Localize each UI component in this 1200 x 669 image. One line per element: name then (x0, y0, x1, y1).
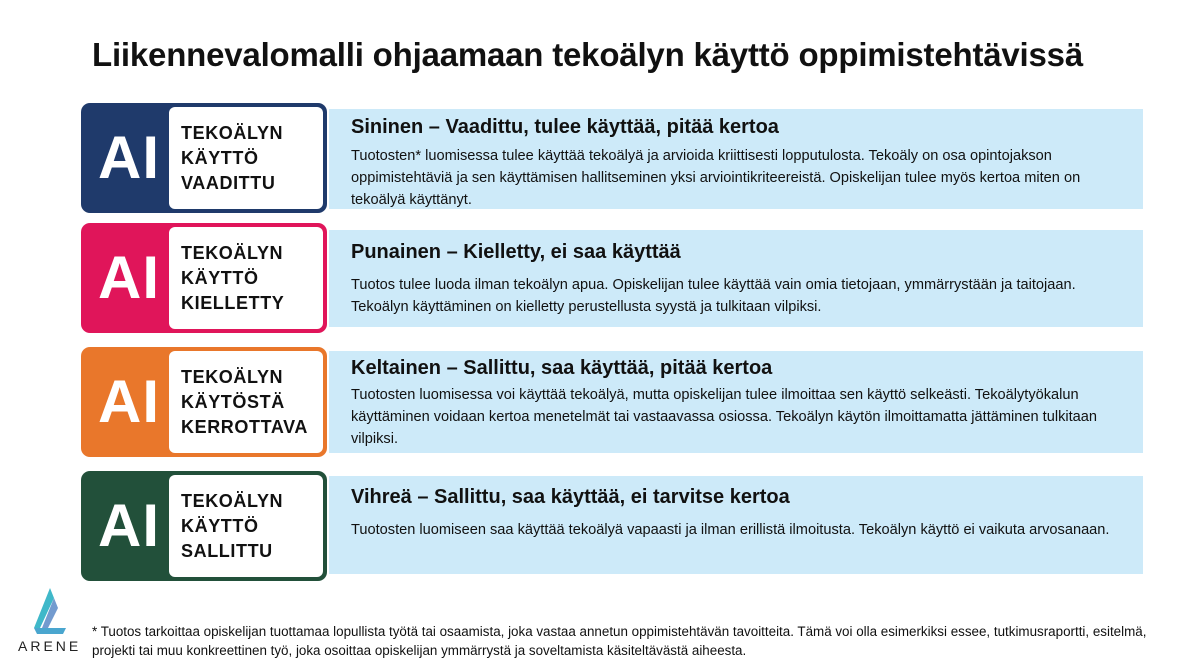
badge-line: TEKOÄLYN (181, 367, 284, 387)
category-description-blue: Tuotosten* luomisessa tulee käyttää tekoälyä ja arvioida kriittisesti lopputulosta. Tekoäly on osa opintojakson oppimistehtäviä ja sen käyttämisen hallitseminen yksi arviointikriteereistä. Opiskelijan tulee myös kertoa miten on tekoälyä käyttänyt. (351, 148, 1081, 208)
badge-line: KIELLETTY (181, 293, 285, 313)
page-title: Liikennevalomalli ohjaamaan tekoälyn käyttö oppimistehtävissä (92, 36, 1083, 73)
category-row-orange (81, 347, 1143, 457)
badge-line: KÄYTTÖ (181, 268, 259, 288)
ai-badge-letters: AI (98, 244, 160, 311)
category-heading-green: Vihreä – Sallittu, saa käyttää, ei tarvitse kertoa (351, 486, 790, 508)
info-panel-red (329, 230, 1143, 327)
category-heading-blue: Sininen – Vaadittu, tulee käyttää, pitää kertoa (351, 116, 779, 138)
ai-badge-letters: AI (98, 492, 160, 559)
badge-line: VAADITTU (181, 173, 276, 193)
ai-badge-orange (81, 347, 327, 457)
ai-badge-label (169, 107, 323, 209)
category-row-red (81, 223, 1143, 333)
category-heading-orange: Keltainen – Sallittu, saa käyttää, pitää kertoa (351, 357, 773, 379)
badge-line: TEKOÄLYN (181, 243, 284, 263)
category-description-orange: Tuotosten luomisessa voi käyttää tekoälyä, mutta opiskelijan tulee ilmoittaa sen käyttö selkeästi. Tekoälytyökalun käyttäminen voidaan kertoa menetelmät tai vastaavassa osiossa. Tekoälyn käytön ilmoittamatta jättäminen tulkitaan vilpiksi. (351, 387, 1098, 447)
arene-logo-icon (30, 588, 70, 636)
category-description-green: Tuotosten luomiseen saa käyttää tekoälyä vapaasti ja ilman erillistä ilmoitusta. Tekoälyn käyttö ei vaikuta arvosanaan. (351, 522, 1110, 538)
category-row-blue (81, 103, 1143, 213)
info-panel-blue (329, 109, 1143, 209)
ai-badge-label (169, 227, 323, 329)
badge-line: KÄYTTÖ (181, 148, 259, 168)
ai-badge-blue (81, 103, 327, 213)
ai-badge-label (169, 351, 323, 453)
category-row-green (81, 471, 1143, 581)
ai-badge-red (81, 223, 327, 333)
category-description-red: Tuotos tulee luoda ilman tekoälyn apua. Opiskelijan tulee käyttää vain omia tietojaan, ymmärrystään ja taitojaan. Tekoälyn käyttäminen on kielletty perustellusta syystä ja tulkitaan vilpiksi. (351, 277, 1076, 315)
ai-badge-label (169, 475, 323, 577)
info-panel-orange (329, 351, 1143, 453)
info-panel-green (329, 476, 1143, 574)
badge-line: KÄYTÖSTÄ (181, 392, 285, 412)
ai-badge-letters: AI (98, 368, 160, 435)
badge-line: KÄYTTÖ (181, 516, 259, 536)
badge-line: SALLITTU (181, 541, 273, 561)
arene-logo-text: ARENE (18, 638, 82, 654)
ai-badge-letters: AI (98, 124, 160, 191)
arene-logo (18, 588, 88, 660)
ai-badge-green (81, 471, 327, 581)
badge-line: TEKOÄLYN (181, 123, 284, 143)
badge-line: TEKOÄLYN (181, 491, 284, 511)
badge-line: KERROTTAVA (181, 417, 308, 437)
category-heading-red: Punainen – Kielletty, ei saa käyttää (351, 241, 681, 263)
footnote: * Tuotos tarkoittaa opiskelijan tuottamaa lopullista työtä tai osaamista, joka vastaa annetun oppimistehtävän tavoitteita. Tämä voi olla esimerkiksi essee, tutkimusraportti, esitelmä, projekti tai muu konkreettinen työ, joka osoittaa opiskelijan ymmärrystä ja soveltamista käsiteltävästä aiheesta. (92, 624, 1147, 658)
